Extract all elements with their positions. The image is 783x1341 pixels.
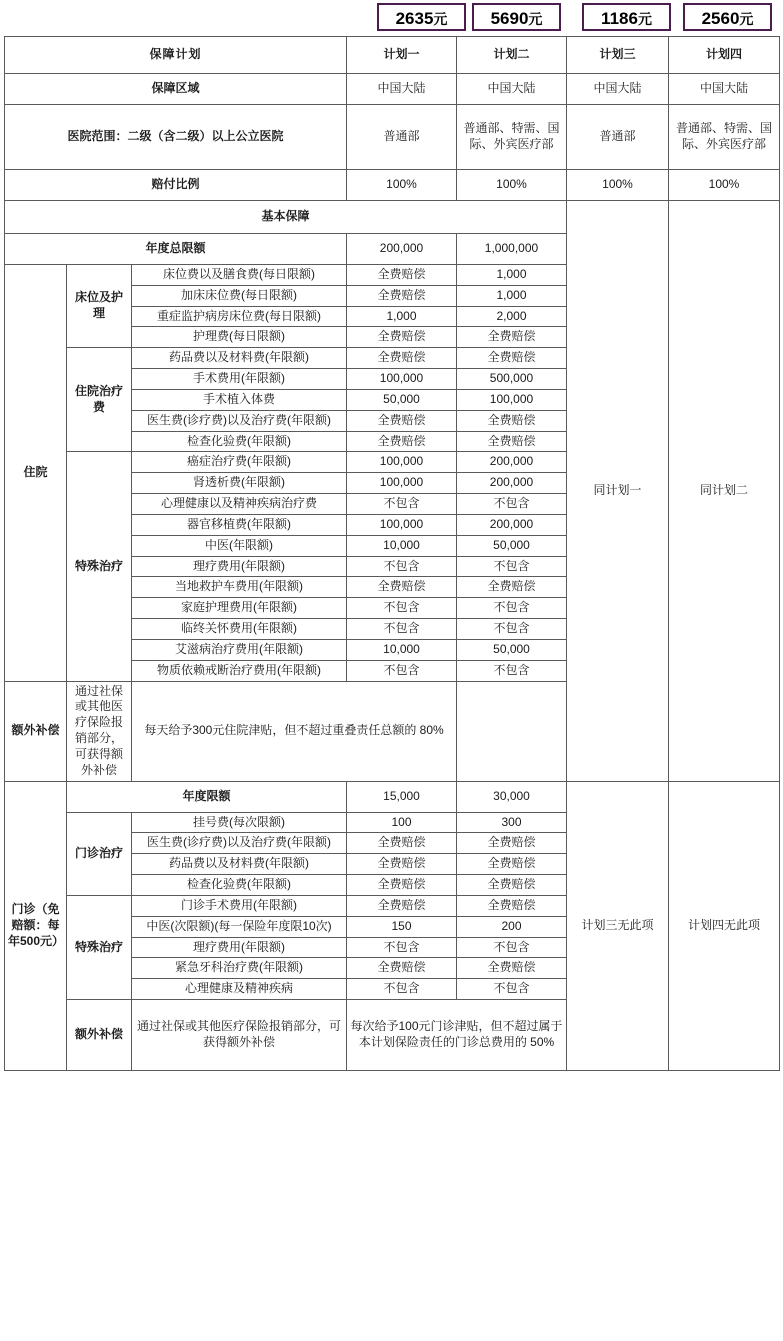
coverage-area-plan2: 中国大陆 [457,74,567,105]
coverage-area-plan1: 中国大陆 [347,74,457,105]
row-plan2: 200,000 [457,473,567,494]
coverage-area-plan3: 中国大陆 [567,74,669,105]
row-plan2: 全费赔偿 [457,327,567,348]
row-plan1: 全费赔偿 [347,285,457,306]
row-plan2: 不包含 [457,937,567,958]
plan-comparison-table [4,36,780,1071]
price-badge-plan4-unit: 元 [739,11,754,27]
row-plan1: 全费赔偿 [347,875,457,896]
price-badge-plan2-unit: 元 [528,11,543,27]
row-plan2: 全费赔偿 [457,875,567,896]
outpatient-plan3-note: 计划三无此项 [567,781,669,1070]
row-plan1: 不包含 [347,494,457,515]
row-plan2: 不包含 [457,619,567,640]
row-plan1: 100 [347,812,457,833]
price-badge-plan1-unit: 元 [433,11,448,27]
row-item: 检查化验费(年限额) [132,431,347,452]
hospital-scope-plan3: 普通部 [567,105,669,170]
row-plan1: 10,000 [347,639,457,660]
row-plan2: 2,000 [457,306,567,327]
table-row-hospital-scope [5,105,780,170]
row-item: 临终关怀费用(年限额) [132,619,347,640]
hospital-scope-plan2: 普通部、特需、国际、外宾医疗部 [457,105,567,170]
hospital-scope-label: 医院范围：二级（含二级）以上公立医院 [5,105,347,170]
price-badge-plan4 [683,3,772,31]
price-badge-plan1 [377,3,466,31]
row-item: 床位费以及膳食费(每日限额) [132,265,347,286]
price-badge-plan3 [582,3,671,31]
annual-total-limit-label: 年度总限额 [5,234,347,265]
row-item: 紧急牙科治疗费(年限额) [132,958,347,979]
table-row-coverage-area [5,74,780,105]
section-label-outpatient: 门诊（免赔额：每年500元） [5,781,67,1070]
row-plan2: 1,000 [457,285,567,306]
row-item: 心理健康及精神疾病 [132,979,347,1000]
outpatient-plan4-note: 计划四无此项 [669,781,780,1070]
reimbursement-ratio-plan1: 100% [347,170,457,201]
price-badge-plan2-amount: 5690 [490,9,529,28]
table-row-reimbursement-ratio [5,170,780,201]
group-label-outpatient-treatment: 门诊治疗 [67,812,132,895]
row-plan2: 不包含 [457,660,567,681]
row-plan2: 全费赔偿 [457,431,567,452]
hospital-scope-plan4: 普通部、特需、国际、外宾医疗部 [669,105,780,170]
price-badge-plan2 [472,3,561,31]
row-item: 医生费(诊疗费)以及治疗费(年限额) [132,410,347,431]
inpatient-plan4-note: 同计划二 [669,201,780,782]
row-plan2: 全费赔偿 [457,577,567,598]
outpatient-extra-benefit: 每次给予100元门诊津贴，但不超过属于本计划保险责任的门诊总费用的 50% [347,999,567,1070]
row-plan2: 不包含 [457,979,567,1000]
row-plan2: 全费赔偿 [457,410,567,431]
group-label-bed-nursing: 床位及护理 [67,265,132,348]
row-item: 挂号费(每次限额) [132,812,347,833]
coverage-area-plan4: 中国大陆 [669,74,780,105]
row-plan2: 100,000 [457,389,567,410]
row-plan1: 10,000 [347,535,457,556]
row-plan1: 全费赔偿 [347,410,457,431]
row-plan1: 全费赔偿 [347,577,457,598]
row-plan1: 全费赔偿 [347,958,457,979]
price-badge-row [4,0,779,36]
row-item: 医生费(诊疗费)以及治疗费(年限额) [132,833,347,854]
row-plan2: 200,000 [457,514,567,535]
row-plan2: 不包含 [457,556,567,577]
row-plan1: 100,000 [347,452,457,473]
row-item: 理疗费用(年限额) [132,556,347,577]
row-plan1: 不包含 [347,619,457,640]
row-plan1: 50,000 [347,389,457,410]
row-plan2: 全费赔偿 [457,895,567,916]
table-row-outpatient-annual-limit [5,781,780,812]
row-plan1: 150 [347,916,457,937]
price-badge-plan4-amount: 2560 [701,9,740,28]
row-item: 手术植入体费 [132,389,347,410]
row-plan1: 100,000 [347,514,457,535]
group-label-outpatient-special-treatment: 特殊治疗 [67,895,132,999]
row-item: 艾滋病治疗费用(年限额) [132,639,347,660]
reimbursement-ratio-plan2: 100% [457,170,567,201]
annual-total-limit-plan1: 200,000 [347,234,457,265]
row-plan2: 50,000 [457,639,567,660]
outpatient-annual-limit-plan1: 15,000 [347,781,457,812]
header-plan4: 计划四 [669,37,780,74]
table-row-basic-coverage-title [5,201,780,234]
reimbursement-ratio-plan4: 100% [669,170,780,201]
header-plan3: 计划三 [567,37,669,74]
row-item: 中医(次限额)(每一保险年度限10次) [132,916,347,937]
row-plan1: 全费赔偿 [347,348,457,369]
reimbursement-ratio-label: 赔付比例 [5,170,347,201]
row-plan1: 全费赔偿 [347,327,457,348]
group-label-inpatient-treatment: 住院治疗费 [67,348,132,452]
row-plan1: 不包含 [347,979,457,1000]
annual-total-limit-plan2: 1,000,000 [457,234,567,265]
row-plan2: 全费赔偿 [457,833,567,854]
row-plan2: 不包含 [457,598,567,619]
row-plan1: 不包含 [347,598,457,619]
row-plan1: 不包含 [347,937,457,958]
row-plan1: 全费赔偿 [347,895,457,916]
row-plan1: 不包含 [347,556,457,577]
row-plan2: 200,000 [457,452,567,473]
group-label-outpatient-extra: 额外补偿 [67,999,132,1070]
row-item: 手术费用(年限额) [132,369,347,390]
row-item: 理疗费用(年限额) [132,937,347,958]
outpatient-annual-limit-plan2: 30,000 [457,781,567,812]
header-plan-label: 保障计划 [5,37,347,74]
row-plan2: 不包含 [457,494,567,515]
header-plan1: 计划一 [347,37,457,74]
row-item: 重症监护病房床位费(每日限额) [132,306,347,327]
coverage-area-label: 保障区域 [5,74,347,105]
price-badge-plan3-unit: 元 [637,11,652,27]
row-plan2: 50,000 [457,535,567,556]
group-label-inpatient-extra: 额外补偿 [5,681,67,781]
row-item: 药品费以及材料费(年限额) [132,854,347,875]
row-plan1: 100,000 [347,369,457,390]
row-plan1: 全费赔偿 [347,833,457,854]
row-item: 癌症治疗费(年限额) [132,452,347,473]
hospital-scope-plan1: 普通部 [347,105,457,170]
header-plan2: 计划二 [457,37,567,74]
outpatient-extra-description: 通过社保或其他医疗保险报销部分，可获得额外补偿 [132,999,347,1070]
price-badge-plan1-amount: 2635 [395,9,434,28]
row-plan2: 1,000 [457,265,567,286]
row-item: 当地救护车费用(年限额) [132,577,347,598]
row-plan2: 300 [457,812,567,833]
row-plan1: 100,000 [347,473,457,494]
row-plan2: 全费赔偿 [457,348,567,369]
row-plan1: 全费赔偿 [347,265,457,286]
row-plan2: 500,000 [457,369,567,390]
row-item: 门诊手术费用(年限额) [132,895,347,916]
table-header-row [5,37,780,74]
row-item: 护理费(每日限额) [132,327,347,348]
row-item: 药品费以及材料费(年限额) [132,348,347,369]
group-label-inpatient-special-treatment: 特殊治疗 [67,452,132,681]
row-plan1: 1,000 [347,306,457,327]
row-plan2: 全费赔偿 [457,958,567,979]
inpatient-extra-benefit: 每天给予300元住院津贴，但不超过重叠责任总额的 80% [132,681,457,781]
row-item: 中医(年限额) [132,535,347,556]
row-item: 器官移植费(年限额) [132,514,347,535]
row-plan1: 全费赔偿 [347,431,457,452]
row-item: 加床床位费(每日限额) [132,285,347,306]
reimbursement-ratio-plan3: 100% [567,170,669,201]
price-badge-plan3-amount: 1186 [601,9,638,28]
row-plan2: 全费赔偿 [457,854,567,875]
row-item: 肾透析费(年限额) [132,473,347,494]
row-item: 物质依赖戒断治疗费用(年限额) [132,660,347,681]
inpatient-plan3-note: 同计划一 [567,201,669,782]
row-plan1: 全费赔偿 [347,854,457,875]
row-plan1: 不包含 [347,660,457,681]
row-item: 家庭护理费用(年限额) [132,598,347,619]
row-plan2: 200 [457,916,567,937]
basic-coverage-title: 基本保障 [5,201,567,234]
row-item: 检查化验费(年限额) [132,875,347,896]
outpatient-annual-limit-label: 年度限额 [67,781,347,812]
inpatient-extra-description: 通过社保或其他医疗保险报销部分，可获得额外补偿 [67,681,132,781]
row-item: 心理健康以及精神疾病治疗费 [132,494,347,515]
section-label-inpatient: 住院 [5,265,67,682]
